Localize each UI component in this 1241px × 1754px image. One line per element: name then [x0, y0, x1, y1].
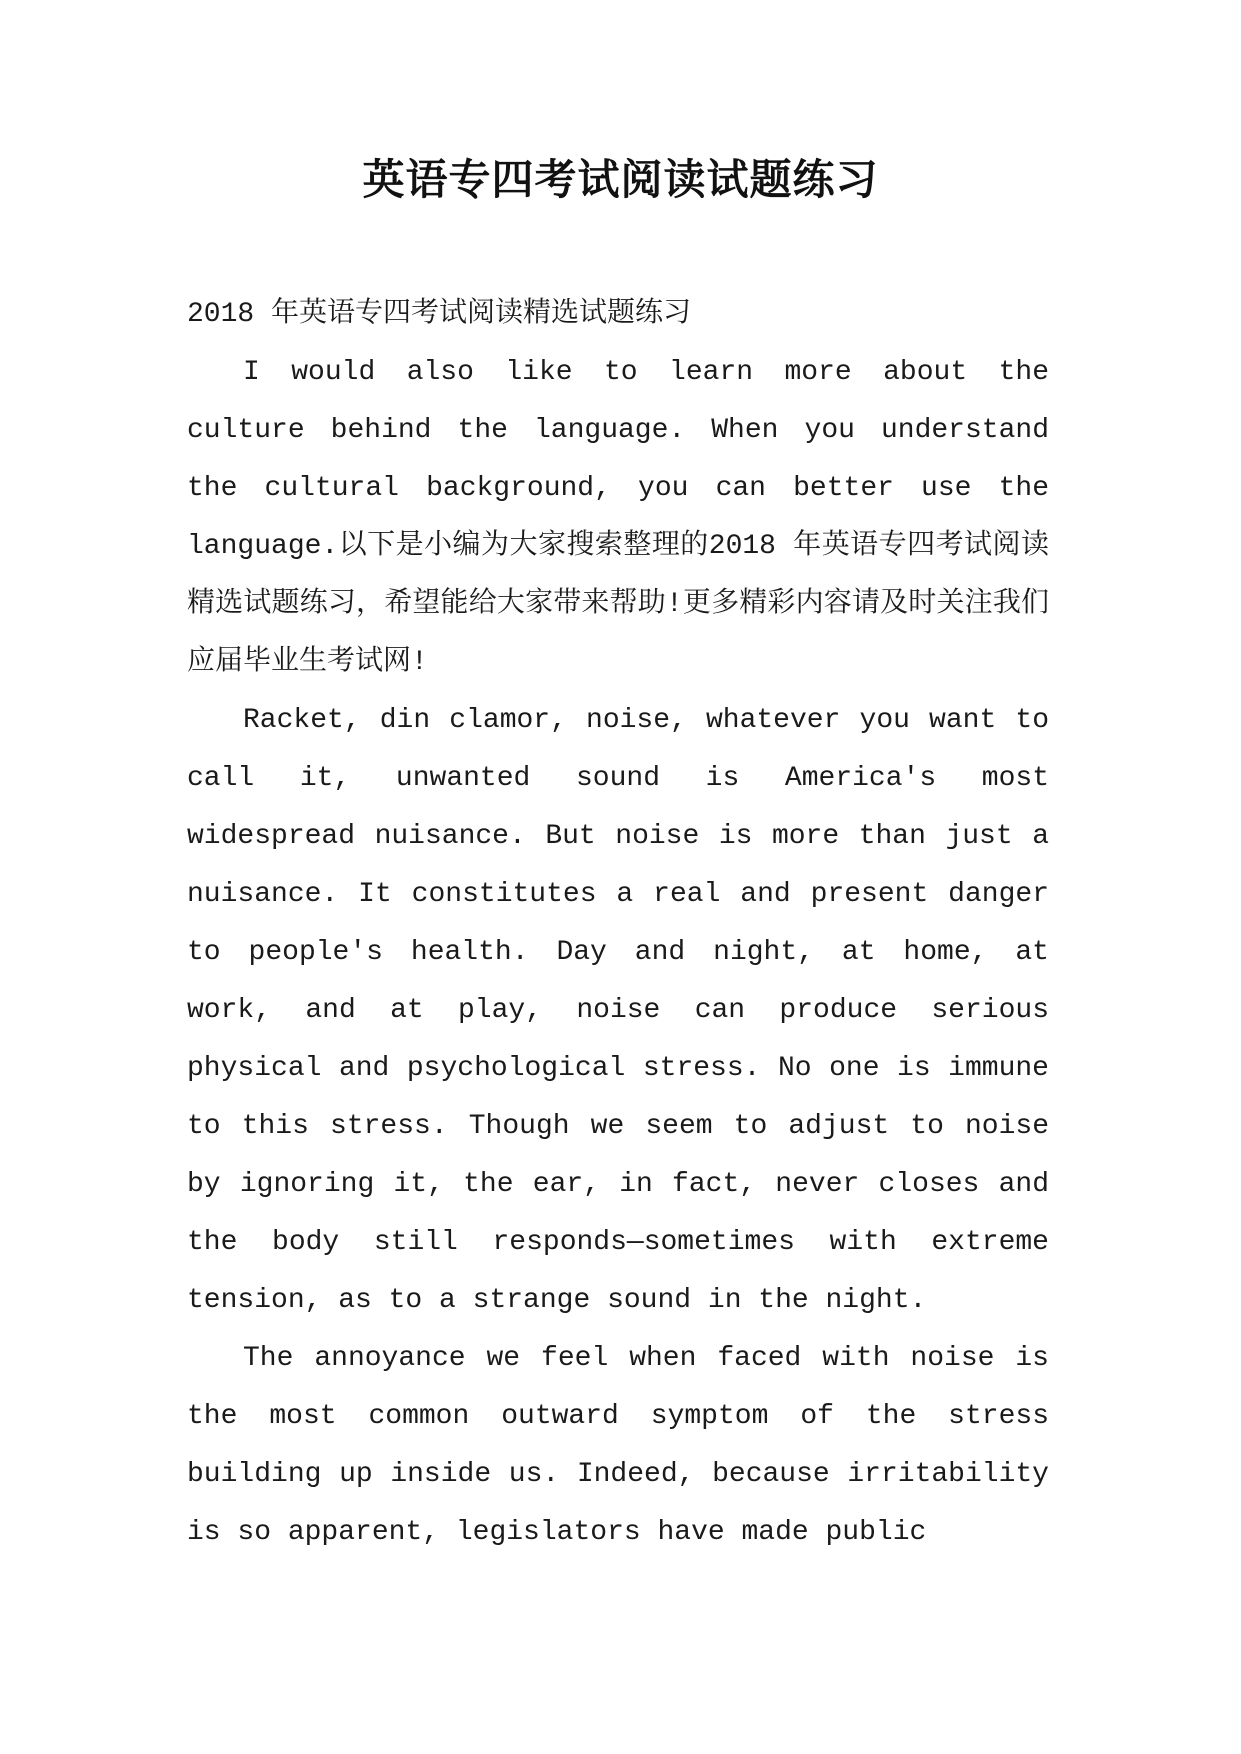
document-title: 英语专四考试阅读试题练习	[362, 155, 879, 204]
document-subtitle: 2018 年英语专四考试阅读精选试题练习	[187, 299, 692, 330]
paragraph-annoyance: The annoyance we feel when faced with noise is the most common outward symptom of the stress building up inside us. Indeed, because irritability is so apparent, legislators have made public	[187, 1343, 1049, 1548]
paragraph-noise-nuisance: Racket, din clamor, noise, whatever you want to call it, unwanted sound is America's most widespread nuisance. But noise is more than just a nuisance. It constitutes a real and present danger to people's health. Day and night, at home, at work, and at play, noise can produce serious physical and psychological stress. No one is immune to this stress. Though we seem to adjust to noise by ignoring it, the ear, in fact, never closes and the body still responds—sometimes with extreme tension, as to a strange sound in the night.	[187, 705, 1049, 1316]
document-body	[187, 286, 1049, 1562]
paragraph-intro: I would also like to learn more about the culture behind the language. When you understand the cultural background, you can better use the language.以下是小编为大家搜索整理的2018 年英语专四考试阅读精选试题练习，希望能给大家带来帮助!更多精彩内容请及时关注我们应届毕业生考试网!	[187, 357, 1049, 678]
